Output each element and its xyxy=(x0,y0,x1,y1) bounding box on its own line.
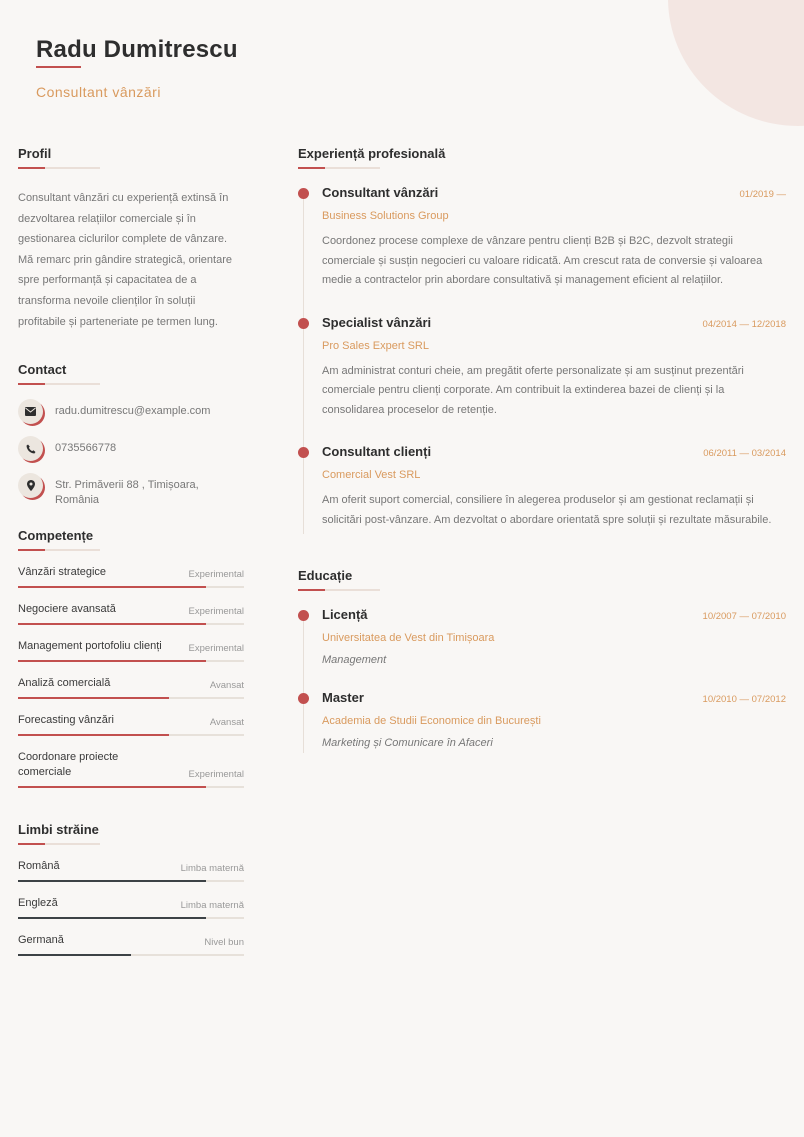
skill-bar-fill xyxy=(18,786,206,788)
left-column xyxy=(18,146,244,956)
skills-heading: Competențe xyxy=(18,528,94,544)
language-name: Germană xyxy=(18,934,64,947)
skill-bar xyxy=(18,623,244,625)
skill-item xyxy=(18,565,244,588)
languages-section xyxy=(18,822,244,956)
skill-item xyxy=(18,750,244,788)
skill-bar xyxy=(18,660,244,662)
contact-list xyxy=(18,399,244,508)
skill-name: Forecasting vânzări xyxy=(18,714,114,727)
job-role: Consultant vânzări xyxy=(322,185,439,200)
timeline-dot xyxy=(298,447,309,458)
skill-bar-fill xyxy=(18,586,206,588)
education-heading: Educație xyxy=(298,568,353,583)
section-underline xyxy=(18,167,100,169)
company-name: Business Solutions Group xyxy=(322,210,449,222)
language-bar xyxy=(18,917,244,919)
skill-bar xyxy=(18,786,244,788)
skill-name: Vânzări strategice xyxy=(18,566,107,579)
education-entry xyxy=(322,690,786,753)
phone-text[interactable]: 0735566778 xyxy=(55,442,117,455)
contact-phone xyxy=(18,436,244,461)
section-underline xyxy=(18,843,100,845)
contact-heading: Contact xyxy=(18,362,67,378)
timeline-dot xyxy=(298,188,309,199)
experience-entry xyxy=(322,185,786,291)
resume-header xyxy=(36,36,238,100)
language-name: Română xyxy=(18,860,60,873)
skill-item xyxy=(18,676,244,699)
skill-bar xyxy=(18,697,244,699)
language-level: Limba maternă xyxy=(180,863,244,875)
experience-entry xyxy=(322,315,786,421)
language-item xyxy=(18,896,244,919)
language-bar-fill xyxy=(18,954,131,956)
languages-heading: Limbi străine xyxy=(18,822,99,838)
language-level: Limba maternă xyxy=(180,900,244,912)
section-underline xyxy=(18,549,100,551)
profile-heading: Profil xyxy=(18,146,52,161)
degree-name: Licență xyxy=(322,607,368,622)
job-dates: 04/2014 — 12/2018 xyxy=(702,318,786,330)
skill-item xyxy=(18,602,244,625)
skill-bar-fill xyxy=(18,623,206,625)
language-item xyxy=(18,859,244,882)
contact-email xyxy=(18,399,244,424)
experience-timeline xyxy=(298,185,786,534)
language-bar-fill xyxy=(18,917,206,919)
skill-name: Analiză comercială xyxy=(18,677,111,690)
company-name: Comercial Vest SRL xyxy=(322,469,421,481)
skill-level: Avansat xyxy=(209,717,244,729)
education-entry xyxy=(322,607,786,666)
education-section xyxy=(298,568,786,753)
skill-bar xyxy=(18,734,244,736)
skill-bar-fill xyxy=(18,660,206,662)
address-text: Str. Primăverii 88 , Timișoara, România xyxy=(55,479,199,507)
skills-section xyxy=(18,528,244,788)
experience-section xyxy=(298,146,786,534)
section-underline xyxy=(298,167,380,169)
location-pin-icon xyxy=(18,473,43,498)
timeline-dot xyxy=(298,610,309,621)
language-bar xyxy=(18,954,244,956)
study-dates: 10/2007 — 07/2010 xyxy=(702,611,786,622)
right-column xyxy=(298,146,786,753)
job-description: Coordonez procese complexe de vânzare pentru clienți B2B și B2C, dezvolt strategii comerciale și susțin negocieri cu valoare ridicată. Am crescut rata de conversie și valoarea medie a contractelor prin abordare consultativă și management eficient al relațiilor. xyxy=(322,235,763,286)
skill-item xyxy=(18,639,244,662)
section-underline xyxy=(298,589,380,591)
phone-icon xyxy=(18,436,43,461)
profile-section xyxy=(18,146,244,332)
experience-entry xyxy=(322,444,786,534)
study-field: Marketing și Comunicare în Afaceri xyxy=(322,737,493,749)
contact-address xyxy=(18,473,244,508)
decorative-circle xyxy=(668,0,804,126)
timeline-dot xyxy=(298,693,309,704)
skill-level: Experimental xyxy=(188,569,244,581)
name-underline xyxy=(36,66,81,68)
language-level: Nivel bun xyxy=(204,937,244,949)
language-name: Engleză xyxy=(18,897,58,910)
degree-name: Master xyxy=(322,690,364,705)
skill-name: Coordonare proiecte comerciale xyxy=(18,751,119,779)
skill-bar-fill xyxy=(18,734,169,736)
skill-name: Management portofoliu clienți xyxy=(18,640,162,653)
institution-name: Academia de Studii Economice din București xyxy=(322,715,541,727)
job-dates: 01/2019 — xyxy=(739,189,786,200)
skill-level: Experimental xyxy=(188,769,244,781)
language-bar-fill xyxy=(18,880,206,882)
skill-level: Avansat xyxy=(209,680,244,692)
contact-section xyxy=(18,362,244,508)
timeline-dot xyxy=(298,318,309,329)
language-item xyxy=(18,933,244,956)
skill-name: Negociere avansată xyxy=(18,603,116,616)
skill-item xyxy=(18,713,244,736)
job-description: Am administrat conturi cheie, am pregătit oferte personalizate și am susținut prezentări comerciale pentru clienți corporate. Am contribuit la extinderea bazei de clienți și la consolidarea proceselor de retenție. xyxy=(322,364,744,416)
section-underline xyxy=(18,383,100,385)
language-bar xyxy=(18,880,244,882)
company-name: Pro Sales Expert SRL xyxy=(322,339,429,352)
candidate-name: Radu Dumitrescu xyxy=(36,36,238,63)
study-dates: 10/2010 — 07/2012 xyxy=(702,694,786,705)
job-dates: 06/2011 — 03/2014 xyxy=(703,448,786,459)
email-text[interactable]: radu.dumitrescu@example.com xyxy=(55,405,211,418)
profile-text: Consultant vânzări cu experiență extinsă în dezvoltarea relațiilor comerciale și în gestionarea ciclurilor complete de vânzare. Mă remarc prin gândire strategică, orientare spre performanță și capacitatea de a transforma nevoile clienților în soluții profitabile și parteneriate pe termen lung. xyxy=(18,192,232,328)
skill-bar xyxy=(18,586,244,588)
timeline-line xyxy=(303,615,304,753)
education-timeline xyxy=(298,607,786,753)
job-description: Am oferit suport comercial, consiliere în alegerea produselor și am gestionat reclamații și solicitări post-vânzare. Am dezvoltat o abordare orientată spre soluții și rezultate măsurabile. xyxy=(322,494,772,526)
skill-level: Experimental xyxy=(188,606,244,618)
job-title: Consultant vânzări xyxy=(36,84,161,100)
timeline-line xyxy=(303,193,304,534)
job-role: Consultant clienți xyxy=(322,444,432,459)
institution-name: Universitatea de Vest din Timișoara xyxy=(322,632,495,644)
skill-level: Experimental xyxy=(188,643,244,655)
skill-bar-fill xyxy=(18,697,169,699)
envelope-icon xyxy=(18,399,43,424)
study-field: Management xyxy=(322,654,387,666)
experience-heading: Experiență profesională xyxy=(298,146,446,161)
job-role: Specialist vânzări xyxy=(322,314,432,330)
